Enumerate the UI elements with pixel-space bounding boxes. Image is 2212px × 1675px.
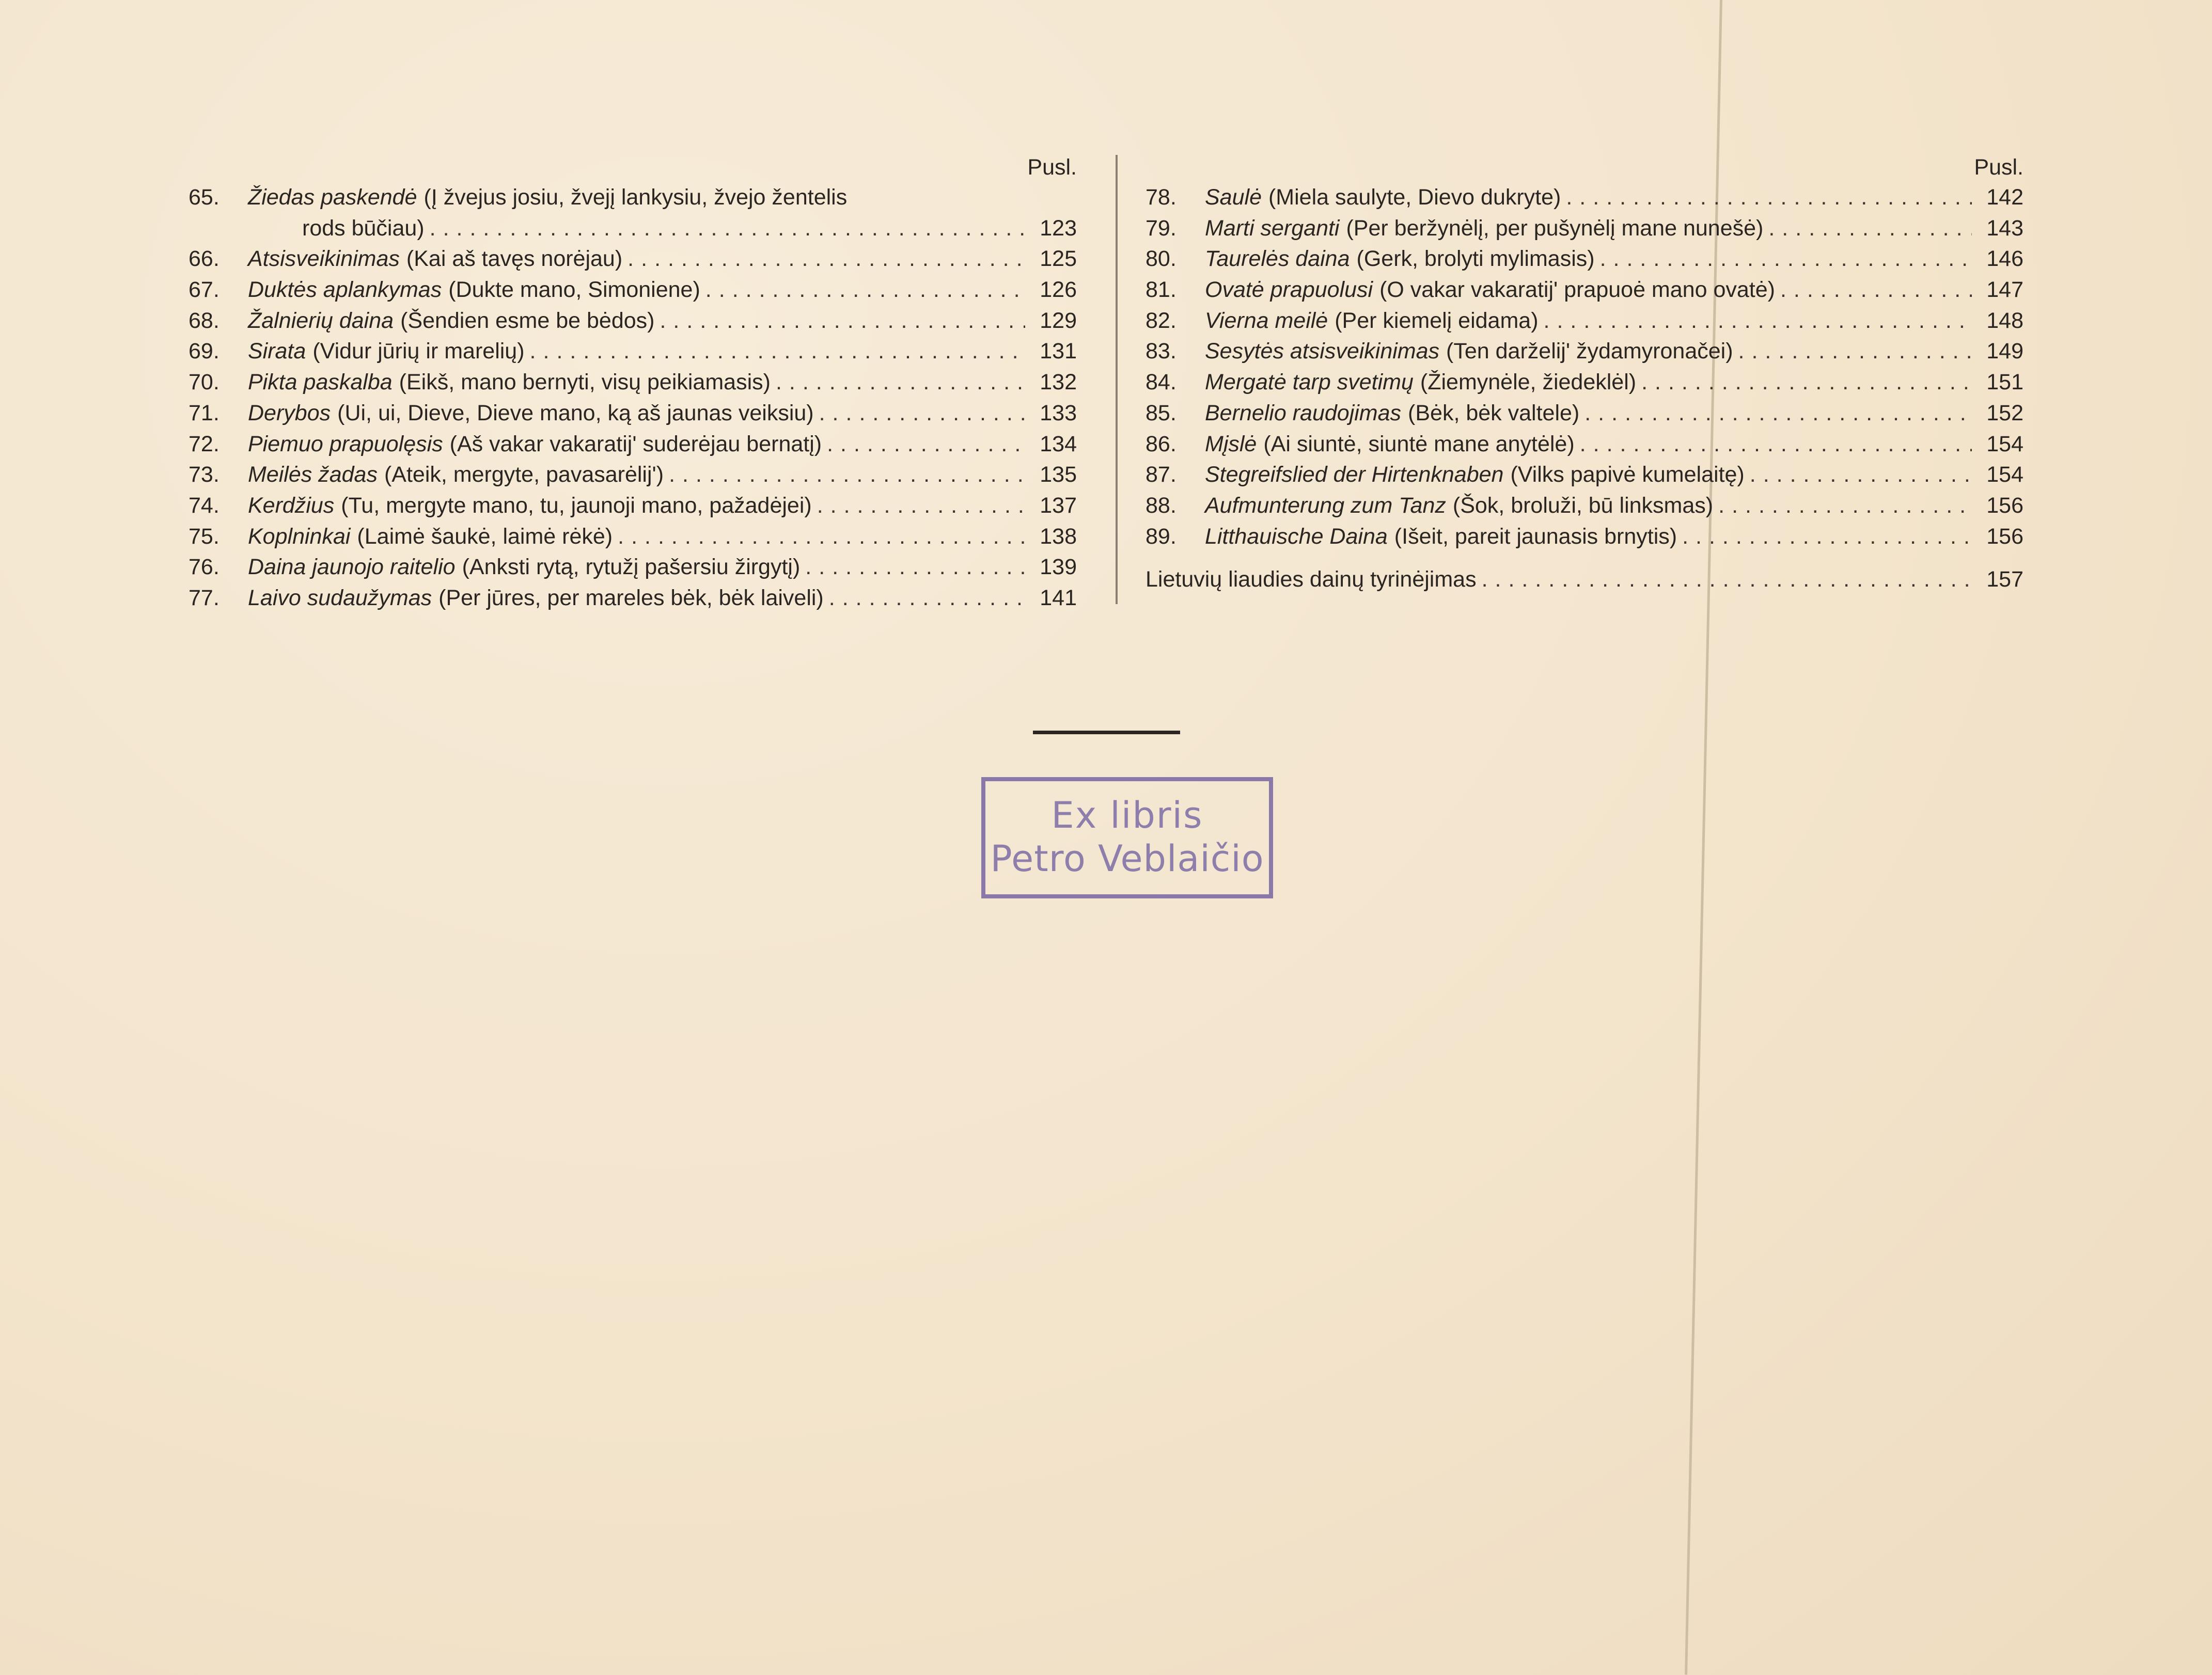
entry-page: 126 [1040, 277, 1077, 303]
entry-incipit: (Per beržynėlį, per pušynėlį mane nunešė) [1346, 215, 1764, 241]
entry-title: Mergatė tarp svetimų [1205, 370, 1414, 395]
entry-title: Bernelio raudojimas [1205, 400, 1402, 425]
entry-number: 74. [189, 493, 219, 518]
entry-title: Vierna meilė [1205, 308, 1328, 333]
entry-title: Sesytės atsisveikinimas [1205, 339, 1440, 364]
entry-page: 156 [1986, 493, 2023, 518]
page-header-label: Pusl. [1974, 155, 2023, 180]
leader-dots [1585, 401, 1972, 426]
entry-incipit: (Ateik, mergyte, pavasarėlij') [384, 462, 664, 487]
entry-page: 125 [1040, 246, 1077, 272]
ex-libris-stamp [981, 777, 1273, 898]
entry-number: 66. [189, 246, 219, 272]
entry-incipit-continuation: rods būčiau) [302, 215, 425, 241]
leader-dots [776, 370, 1025, 395]
leader-dots [1544, 308, 1972, 334]
entry-number: 87. [1146, 462, 1176, 487]
leader-dots [827, 432, 1025, 457]
leader-dots [1718, 493, 1972, 518]
toc-left-column [189, 155, 1077, 617]
toc-entry [1146, 401, 2023, 432]
toc-entry [1146, 493, 2023, 524]
leader-dots [1780, 277, 1972, 303]
end-rule [1033, 731, 1180, 734]
entry-number: 77. [189, 585, 219, 610]
entry-page: 148 [1986, 308, 2023, 333]
toc-entry [189, 586, 1077, 617]
entry-incipit: (Per kiemelį eidama) [1335, 308, 1539, 333]
leader-dots [1566, 185, 1972, 210]
toc-entry [1146, 370, 2023, 401]
entry-page: 156 [1986, 524, 2023, 549]
entry-page: 154 [1986, 431, 2023, 456]
entry-number: 68. [189, 308, 219, 333]
entry-incipit: (Laimė šaukė, laimė rėkė) [357, 524, 613, 549]
entry-title: Kerdžius [248, 493, 335, 518]
entry-page: 149 [1986, 339, 2023, 364]
entry-page: 123 [1040, 215, 1077, 241]
entry-page: 141 [1040, 585, 1077, 610]
toc-entry [1146, 432, 2023, 463]
toc-entry [1146, 339, 2023, 370]
entry-page: 137 [1040, 493, 1077, 518]
entry-number: 69. [189, 339, 219, 364]
entry-incipit: (Vidur jūrių ir marelių) [312, 339, 525, 364]
entry-incipit: (Žiemynėle, žiedeklėl) [1420, 370, 1637, 395]
entry-page: 151 [1986, 370, 2023, 395]
entry-page: 142 [1986, 185, 2023, 210]
leader-dots [805, 555, 1025, 580]
stamp-line-2: Petro Veblaičio [990, 838, 1264, 880]
leader-dots [1768, 216, 1972, 241]
entry-title: Žiedas paskendė [248, 185, 417, 210]
entry-incipit: (Tu, mergyte mano, tu, jaunoji mano, pažadėjei) [341, 493, 812, 518]
leader-dots [1580, 432, 1972, 457]
toc-entry [189, 524, 1077, 555]
entry-incipit: (Ui, ui, Dieve, Dieve mano, ką aš jaunas veiksiu) [337, 400, 814, 425]
entry-title: Derybos [248, 400, 331, 425]
entry-title: Meilės žadas [248, 462, 378, 487]
entry-number: 75. [189, 524, 219, 549]
entry-title: Mįslė [1205, 431, 1257, 456]
entry-number: 70. [189, 370, 219, 395]
entry-incipit: (Šendien esme be bėdos) [400, 308, 655, 333]
entry-incipit: (Kai aš tavęs norėjau) [406, 246, 623, 272]
leader-dots [430, 216, 1025, 241]
toc-entry [1146, 216, 2023, 247]
entry-title: Ovatė prapuolusi [1205, 277, 1373, 303]
entry-incipit: (Anksti rytą, rytužį pašersiu žirgytį) [462, 555, 801, 580]
leader-dots [817, 493, 1025, 518]
entry-number: 72. [189, 431, 219, 456]
entry-title: Koplninkai [248, 524, 351, 549]
entry-incipit: (Bėk, bėk valtele) [1408, 400, 1580, 425]
leader-dots [627, 246, 1025, 272]
entry-incipit: (Ai siuntė, siuntė mane anytėlė) [1263, 431, 1575, 456]
entry-title: Piemuo prapuolęsis [248, 431, 443, 456]
leader-dots [1682, 524, 1972, 549]
entry-number: 76. [189, 555, 219, 580]
toc-entry [189, 308, 1077, 339]
toc-entry [1146, 462, 2023, 493]
entry-page: 143 [1986, 215, 2023, 241]
entry-number: 73. [189, 462, 219, 487]
entry-incipit: (Miela saulyte, Dievo dukryte) [1268, 185, 1561, 210]
entry-incipit: (Šok, broluži, bū linksmas) [1452, 493, 1714, 518]
toc-entry-65 [189, 185, 1077, 216]
toc-entry [189, 277, 1077, 308]
entry-incipit: (Ten darželij' žydamyronačei) [1446, 339, 1733, 364]
entry-page: 133 [1040, 400, 1077, 425]
entry-number: 80. [1146, 246, 1176, 272]
toc-entry [189, 432, 1077, 463]
leader-dots [618, 524, 1025, 549]
leader-dots [1600, 246, 1972, 272]
leader-dots [819, 401, 1025, 426]
toc-entry [189, 555, 1077, 586]
entry-page: 138 [1040, 524, 1077, 549]
leader-dots [669, 462, 1025, 487]
entry-number: 86. [1146, 431, 1176, 456]
entry-title: Sirata [248, 339, 306, 364]
entry-incipit: (Į žvejus josiu, žvejį lankysiu, žvejo žentelis [423, 185, 848, 210]
toc-entry-65-continuation [189, 216, 1077, 247]
entry-title: Daina jaunojo raitelio [248, 555, 456, 580]
entry-title: Laivo sudaužymas [248, 585, 432, 610]
toc-right-column [1146, 155, 2023, 598]
entry-page: 129 [1040, 308, 1077, 333]
entry-number: 84. [1146, 370, 1176, 395]
entry-title: Lietuvių liaudies dainų tyrinėjimas [1146, 567, 1477, 592]
entry-incipit: (Eikš, mano bernyti, visų peikiamasis) [399, 370, 771, 395]
leader-dots [660, 308, 1025, 334]
leader-dots [829, 586, 1025, 611]
entry-incipit: (Per jūres, per mareles bėk, bėk laiveli) [438, 585, 824, 610]
page-header-label: Pusl. [1027, 155, 1077, 180]
toc-entry [1146, 185, 2023, 216]
entry-page: 132 [1040, 370, 1077, 395]
stamp-line-1: Ex libris [1051, 794, 1203, 836]
entry-title: Duktės aplankymas [248, 277, 442, 303]
entry-number: 79. [1146, 215, 1176, 241]
entry-incipit: (Gerk, brolyti mylimasis) [1356, 246, 1595, 272]
toc-entry [1146, 524, 2023, 555]
entry-number: 82. [1146, 308, 1176, 333]
leader-dots [1482, 567, 1972, 592]
entry-number: 67. [189, 277, 219, 303]
toc-entry [189, 246, 1077, 277]
toc-entry [1146, 246, 2023, 277]
entry-title: Litthauische Daina [1205, 524, 1388, 549]
entry-number: 81. [1146, 277, 1176, 303]
entry-page: 135 [1040, 462, 1077, 487]
entry-title: Marti serganti [1205, 215, 1340, 241]
toc-entry [1146, 277, 2023, 308]
entry-page: 147 [1986, 277, 2023, 303]
entry-title: Stegreifslied der Hirtenknaben [1205, 462, 1504, 487]
entry-page: 134 [1040, 431, 1077, 456]
toc-entry [189, 339, 1077, 370]
entry-incipit: (Dukte mano, Simoniene) [448, 277, 700, 303]
entry-title: Atsisveikinimas [248, 246, 400, 272]
entry-incipit: (O vakar vakaratij' prapuoė mano ovatė) [1379, 277, 1775, 303]
entry-title: Taurelės daina [1205, 246, 1350, 272]
leader-dots [1750, 462, 1972, 487]
entry-page: 157 [1986, 567, 2023, 592]
entry-title: Pikta paskalba [248, 370, 393, 395]
leader-dots [1641, 370, 1972, 395]
entry-page: 139 [1040, 555, 1077, 580]
entry-title: Žalnierių daina [248, 308, 394, 333]
toc-entry [1146, 308, 2023, 339]
entry-number: 71. [189, 400, 219, 425]
column-divider [1116, 155, 1118, 604]
entry-number: 65. [189, 185, 219, 210]
toc-entry [189, 370, 1077, 401]
leader-dots [530, 339, 1025, 364]
entry-page: 131 [1040, 339, 1077, 364]
entry-incipit: (Aš vakar vakaratij' suderėjau bernatį) [449, 431, 822, 456]
leader-dots [1738, 339, 1972, 364]
entry-number: 88. [1146, 493, 1176, 518]
entry-number: 83. [1146, 339, 1176, 364]
toc-entry [189, 462, 1077, 493]
entry-title: Aufmunterung zum Tanz [1205, 493, 1446, 518]
entry-page: 146 [1986, 246, 2023, 272]
entry-number: 85. [1146, 400, 1176, 425]
toc-entry [189, 401, 1077, 432]
entry-page: 154 [1986, 462, 2023, 487]
toc-entry-research [1146, 567, 2023, 598]
entry-incipit: (Vilks papivė kumelaitę) [1510, 462, 1745, 487]
toc-entry [189, 493, 1077, 524]
entry-incipit: (Išeit, pareit jaunasis brnytis) [1394, 524, 1677, 549]
entry-page: 152 [1986, 400, 2023, 425]
entry-number: 78. [1146, 185, 1176, 210]
entry-number: 89. [1146, 524, 1176, 549]
entry-title: Saulė [1205, 185, 1262, 210]
leader-dots [705, 277, 1025, 303]
